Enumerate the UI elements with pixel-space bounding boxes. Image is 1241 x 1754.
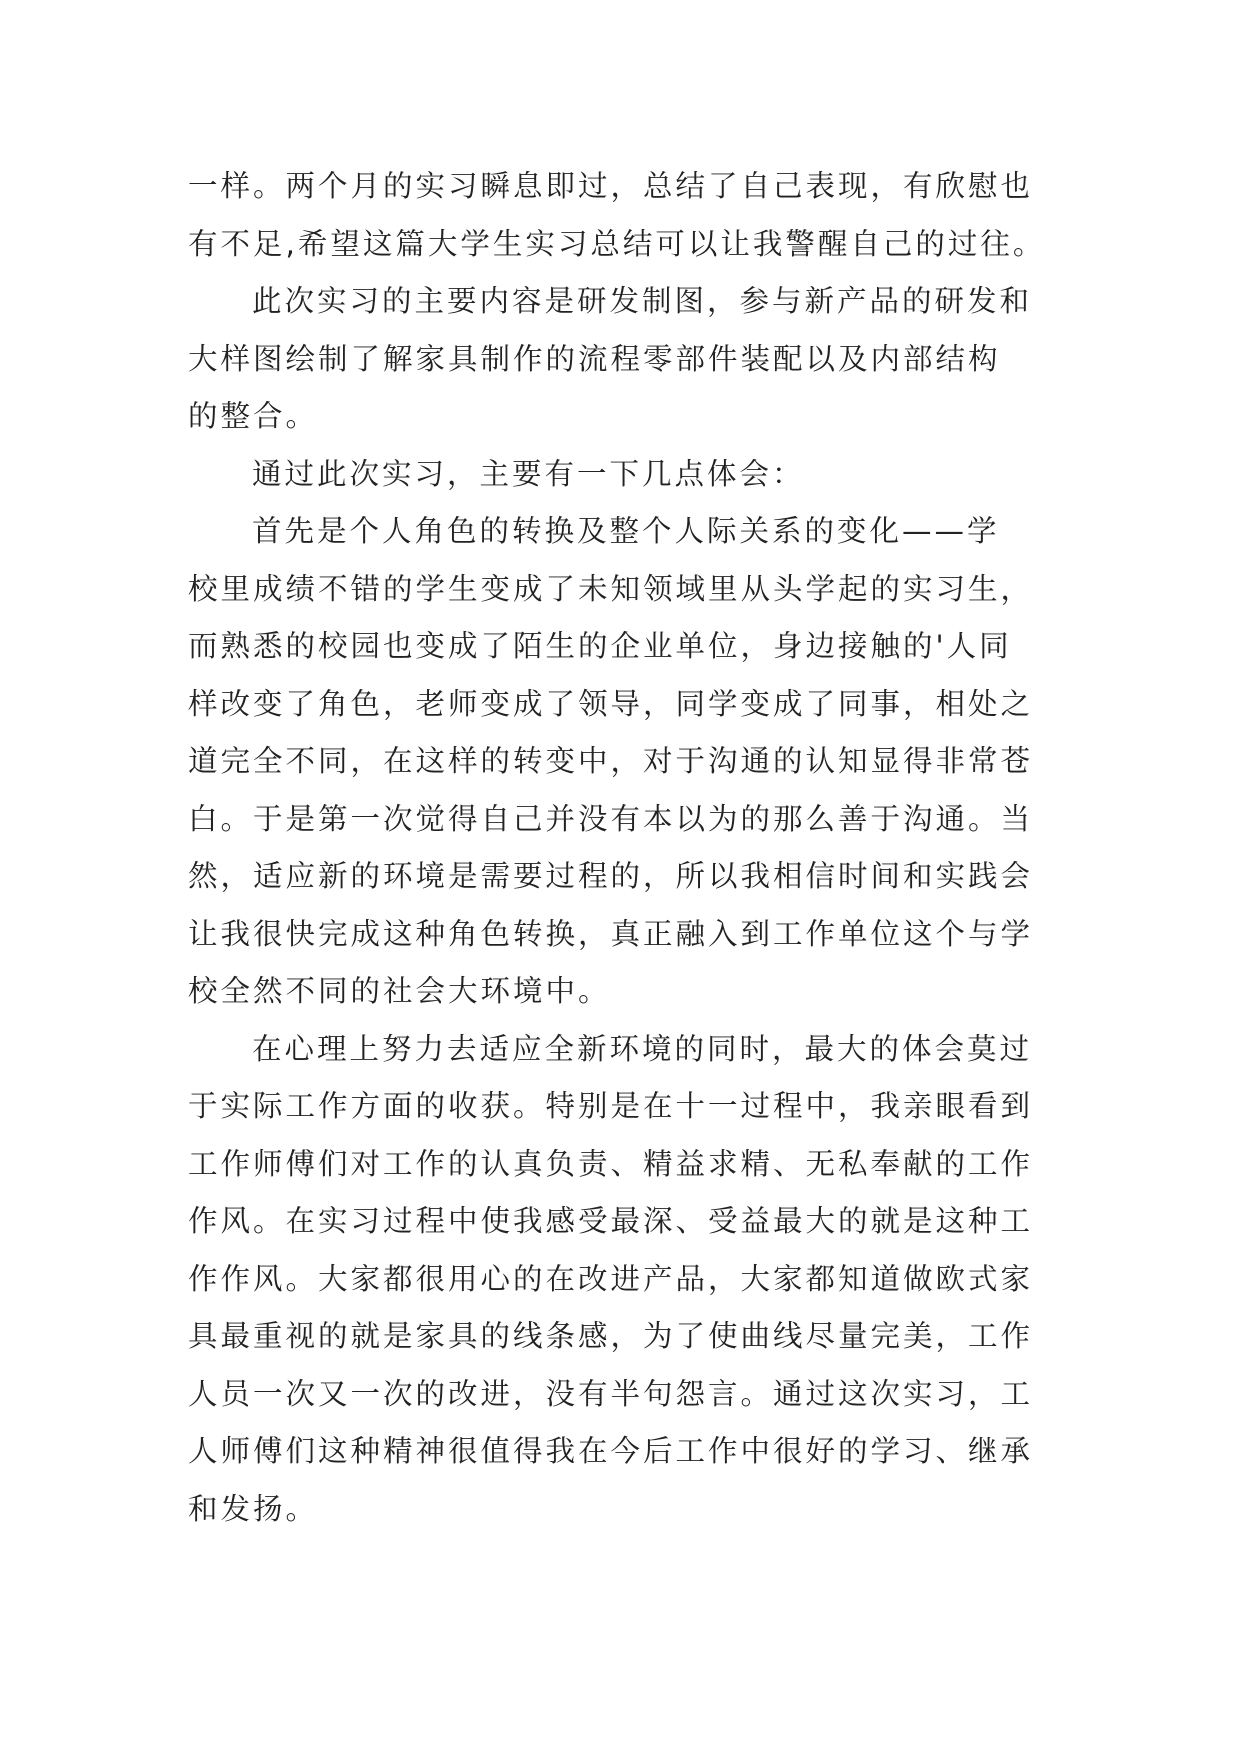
text-line: 于实际工作方面的收获。特别是在十一过程中，我亲眼看到 <box>188 1089 1034 1123</box>
text-line: 然，适应新的环境是需要过程的，所以我相信时间和实践会 <box>188 859 1034 893</box>
text-line: 具最重视的就是家具的线条感，为了使曲线尽量完美，工作 <box>188 1319 1034 1353</box>
text-line: 白。于是第一次觉得自己并没有本以为的那么善于沟通。当 <box>188 801 1034 836</box>
text-line: 道完全不同，在这样的转变中，对于沟通的认知显得非常苍 <box>188 744 1034 778</box>
text-line: 作作风。大家都很用心的在改进产品，大家都知道做欧式家 <box>188 1261 1034 1296</box>
text-line: 首先是个人角色的转换及整个人际关系的变化——学 <box>252 514 1000 548</box>
text-line: 让我很快完成这种角色转换，真正融入到工作单位这个与学 <box>188 916 1034 951</box>
text-line: 的整合。 <box>188 399 319 433</box>
text-line: 人师傅们这种精神很值得我在今后工作中很好的学习、继承 <box>188 1434 1034 1468</box>
text-line: 此次实习的主要内容是研发制图，参与新产品的研发和 <box>252 284 1033 318</box>
text-line: 校全然不同的社会大环境中。 <box>188 974 611 1008</box>
text-line: 有不足,希望这篇大学生实习总结可以让我警醒自己的过往。 <box>188 226 1046 261</box>
text-line: 人员一次又一次的改进，没有半句怨言。通过这次实习，工 <box>188 1376 1034 1411</box>
text-line: 工作师傅们对工作的认真负责、精益求精、无私奉献的工作 <box>188 1146 1034 1181</box>
text-line: 作风。在实习过程中使我感受最深、受益最大的就是这种工 <box>188 1204 1034 1238</box>
body-text <box>188 158 1068 1538</box>
text-line: 而熟悉的校园也变成了陌生的企业单位，身边接触的'人同 <box>188 629 1012 663</box>
text-line: 一样。两个月的实习瞬息即过，总结了自己表现，有欣慰也 <box>188 169 1034 203</box>
text-line: 校里成绩不错的学生变成了未知领域里从头学起的实习生， <box>188 571 1034 606</box>
text-line: 大样图绘制了解家具制作的流程零部件装配以及内部结构 <box>188 341 1001 376</box>
text-line: 在心理上努力去适应全新环境的同时，最大的体会莫过 <box>252 1031 1033 1066</box>
text-line: 通过此次实习，主要有一下几点体会： <box>252 456 805 491</box>
text-line: 和发扬。 <box>188 1491 319 1526</box>
text-line: 样改变了角色，老师变成了领导，同学变成了同事，相处之 <box>188 686 1034 721</box>
